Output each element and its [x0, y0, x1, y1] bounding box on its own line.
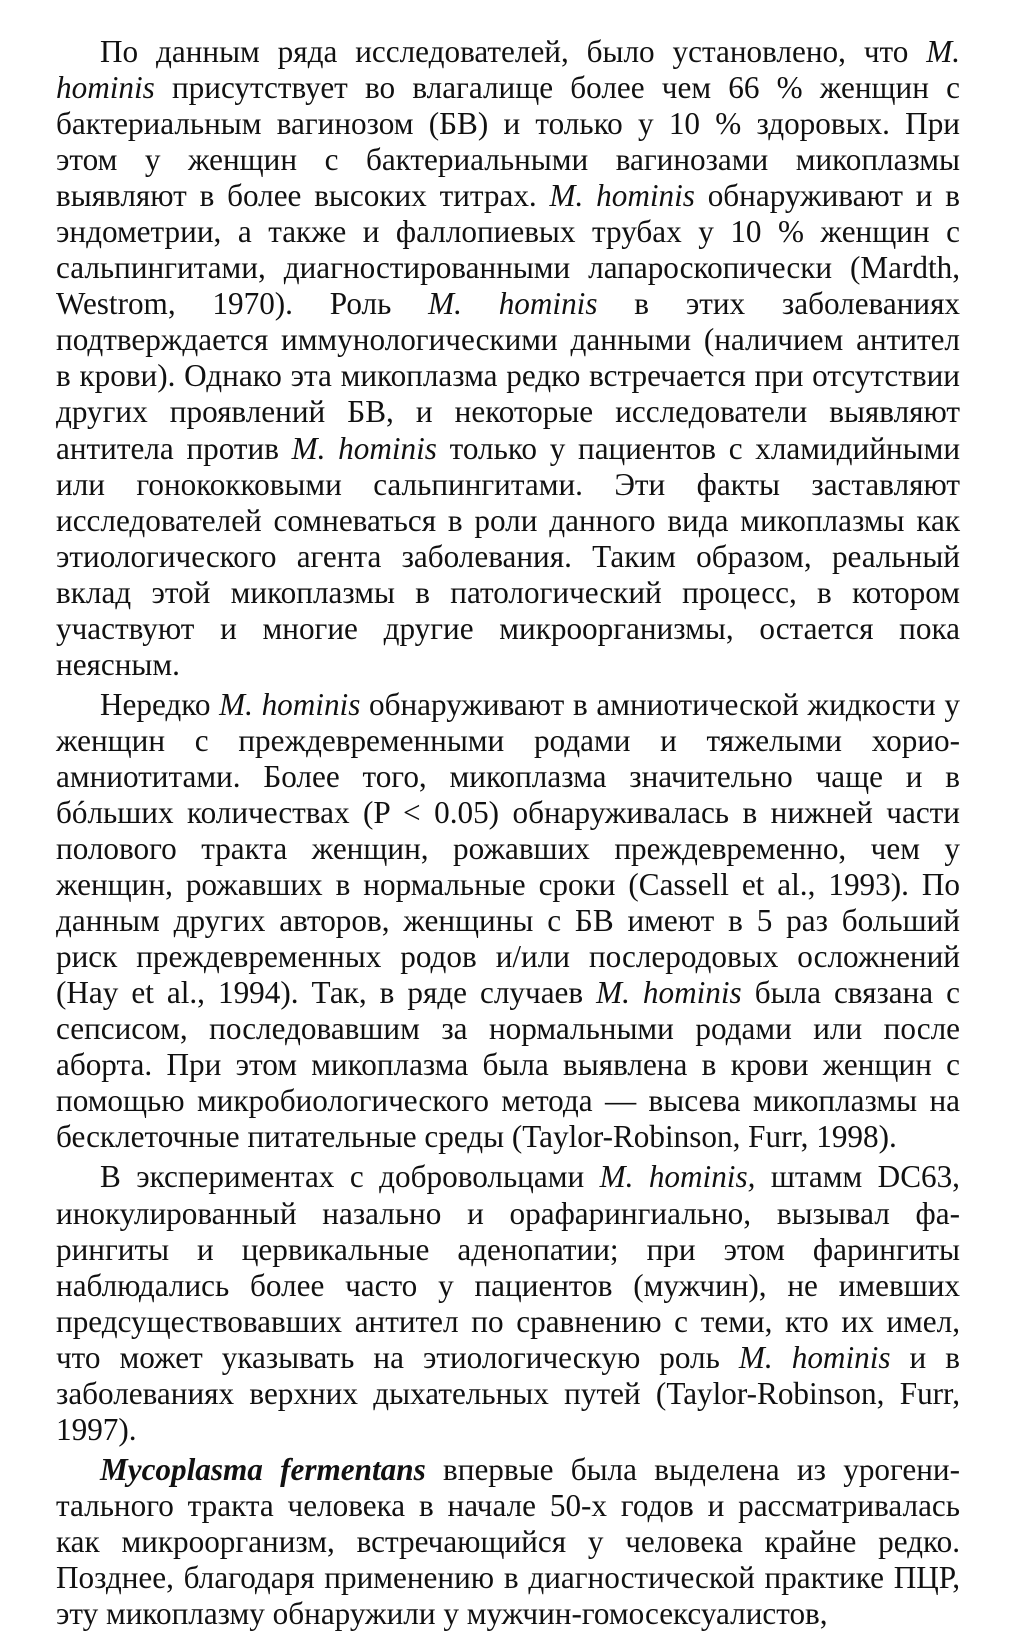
term-bold-italic: Mycoplasma fermentans: [100, 1451, 426, 1487]
text-run: была связана с сепсисом, последовавшим за нормальными родами или после аборта. При этом микоплазма была выявлена в крови женщин с помощью микробиологического метода — высева микоплазмы на бесклеточные питательные среды (Taylor-Robinson, Furr, 1998).: [56, 975, 961, 1155]
text-run: В экспериментах с добровольцами: [100, 1159, 600, 1195]
text-run: присутствует во влагалище более чем 66 % женщин с бактериальным вагинозом (БВ) и только у 10 % здоровых. При этом у женщин с бактериальными вагинозами микоплазмы выявляют в более высоких титрах.: [56, 70, 960, 214]
species-name: M. hominis: [738, 1339, 891, 1375]
species-name: M. hominis: [291, 430, 437, 466]
text-run: Нередко: [100, 686, 220, 722]
species-name: M. hominis: [219, 686, 361, 722]
paragraph: [56, 34, 960, 683]
document-page: [56, 34, 960, 1632]
species-name: M. hominis: [549, 178, 695, 214]
text-run: и в заболеваниях верхних дыхательных путей (Taylor-Robinson, Furr, 1997).: [56, 1339, 961, 1447]
text-run: штамм DC63, инокулированный назально и орафарингиально, вызывал фарингиты и цервикальные аденопатии; при этом фарингиты наблюдались более часто у пациентов (мужчин), не имевших предсуществовавших антител по сравнению с теми, кто их имел, что может указывать на этиологическую роль: [56, 1159, 960, 1375]
species-name: M. hominis: [428, 286, 598, 322]
paragraph: [56, 1452, 960, 1632]
paragraph: [56, 687, 960, 1156]
species-name: M. hominis,: [599, 1159, 756, 1195]
species-name: M. hominis: [596, 975, 742, 1011]
paragraph: [56, 1159, 960, 1447]
text-run: впервые была выделена из урогенитального тракта человека в начале 50-х годов и рассматривалась как микроорганизм, встречающийся у человека крайне редко. Позднее, благодаря применению в диагностической практике ПЦР, эту микоплазму обнаружили у мужчин-гомосексуалистов,: [56, 1451, 960, 1632]
species-name: M. hominis: [56, 34, 960, 106]
text-run: только у пациентов с хламидийными или гонококковыми сальпингитами. Эти факты заставляют исследователей сомневаться в роли данного вида микоплазмы как этиологического агента заболевания. Таким образом, реальный вклад этой микоплазмы в патологический процесс, в котором участвуют и многие другие микроорганизмы, остается пока неясным.: [56, 430, 961, 682]
text-run: По данным ряда исследователей, было установлено, что: [100, 34, 927, 69]
text-run: обнаруживают в амниотической жидкости у женщин с преждевременными родами и тяжелыми хориоамниотитами. Более того, микоплазма значительно чаще и в бóльших количествах (P < 0.05) обнаруживалась в нижней части полового тракта женщин, рожавших преждевременно, чем у женщин, рожавших в нормальные сроки (Cassell et al., 1993). По данным других авторов, женщины с БВ имеют в 5 раз больший риск преждевременных родов и/или послеродовых осложнений (Hay et al., 1994). Так, в ряде случаев: [56, 686, 961, 1011]
text-run: в этих заболеваниях подтверждается иммунологическими данными (наличием антител в крови). Однако эта микоплазма редко встречается при отсутствии других проявлений БВ, и некоторые исследователи выявляют антитела против: [56, 286, 961, 466]
text-run: обнаруживают и в эндометрии, а также и фаллопиевых трубах у 10 % женщин с сальпингитами, диагностированными лапароскопически (Mardth, Westrom, 1970). Роль: [56, 178, 961, 322]
